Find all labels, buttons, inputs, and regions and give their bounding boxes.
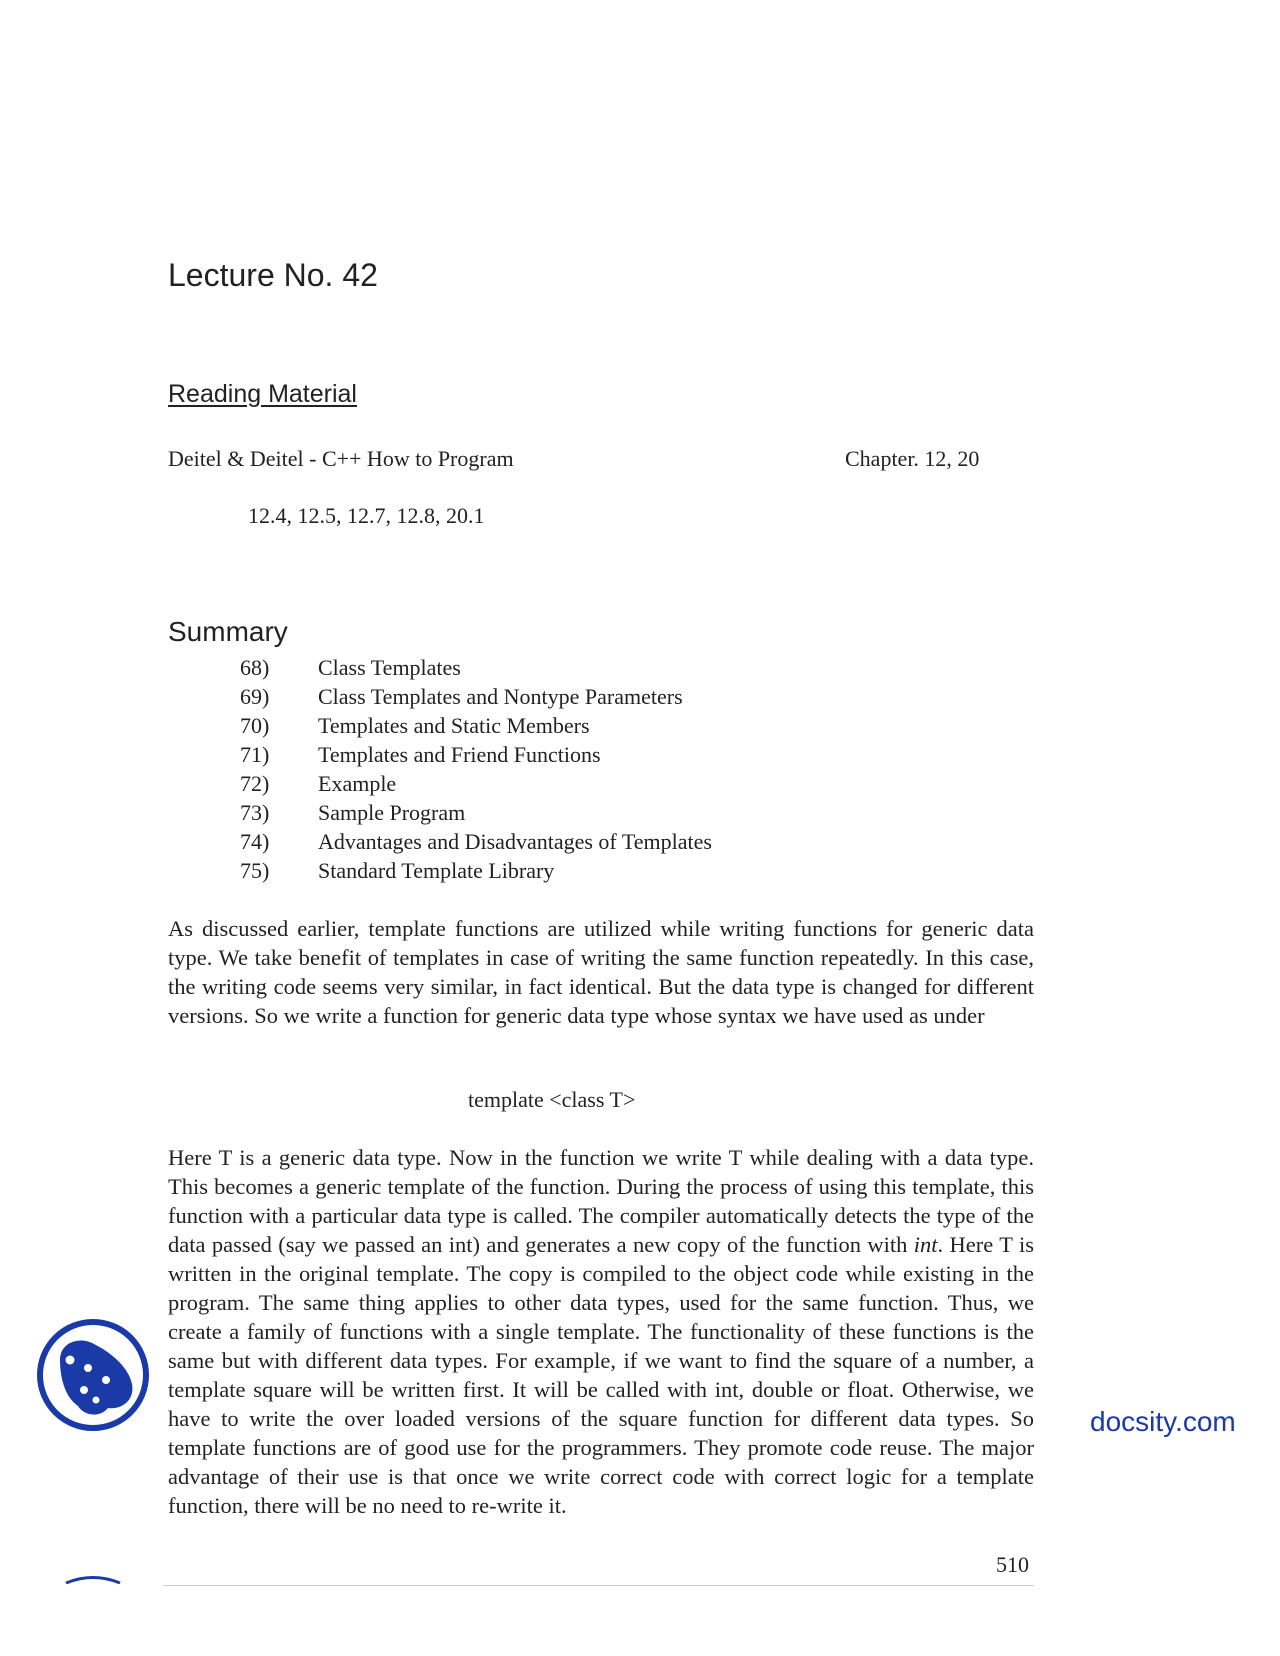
summary-item-label: Example — [318, 771, 397, 796]
intro-paragraph: As discussed earlier, template functions are utilized while writing functions for generic data type. We take benefit of templates in case of writing the same function repeatedly. In this case, the writing code seems very similar, in fact identical. But the data type is changed for different versions. So we write a function for generic data type whose syntax we have used as under — [168, 916, 1034, 1028]
body-paragraph — [168, 1143, 1034, 1520]
summary-item-number: 68) — [240, 655, 270, 680]
summary-item — [240, 769, 712, 798]
summary-item-number: 71) — [240, 742, 270, 767]
summary-item — [240, 740, 712, 769]
docsity-watermark: docsity.com — [1090, 1406, 1236, 1437]
section-list: 12.4, 12.5, 12.7, 12.8, 20.1 — [248, 503, 485, 528]
summary-item — [240, 711, 712, 740]
footer-divider — [163, 1585, 1034, 1586]
summary-item — [240, 827, 712, 856]
paragraph-text: . Here T is written in the original template. The copy is compiled to the object code while existing in the program. The same thing applies to other data types, used for the same function. Thus, we create a family of functions with a single template. The functionality of these functions is the same but with different data types. For example, if we want to find the square of a number, a template square will be written first. It will be called with int, double or float. Otherwise, we have to write the over loaded versions of the square function for different data types. So template functions are of good use for the programmers. They promote code reuse. The major advantage of their use is that once we write correct code with correct logic for a template function, there will be no need to re-write it. — [168, 1232, 1034, 1518]
summary-heading: Summary — [168, 616, 288, 647]
summary-item-number: 72) — [240, 771, 270, 796]
docsity-logo-icon — [36, 1318, 150, 1432]
summary-item-label: Class Templates and Nontype Parameters — [318, 684, 683, 709]
summary-item-number: 73) — [240, 800, 270, 825]
summary-item — [240, 856, 712, 885]
logo-arc-icon — [64, 1574, 122, 1584]
summary-item — [240, 653, 712, 682]
summary-item-label: Standard Template Library — [318, 858, 555, 883]
summary-item-label: Sample Program — [318, 800, 466, 825]
summary-list — [240, 653, 712, 885]
book-reference: Deitel & Deitel - C++ How to Program — [168, 446, 514, 471]
summary-item-label: Templates and Static Members — [318, 713, 590, 738]
paragraph-text: Here T is a generic data type. Now in the function we write T while dealing with a data type. This becomes a generic template of the function. During the process of using this template, this function with a particular data type is called. The compiler automatically detects the type of the data passed (say we passed an int) and generates a new copy of the function with — [168, 1145, 1034, 1257]
paragraph-italic-text: int — [913, 1232, 938, 1257]
summary-item-number: 70) — [240, 713, 270, 738]
summary-item — [240, 798, 712, 827]
summary-item — [240, 682, 712, 711]
template-syntax: template <class T> — [468, 1087, 636, 1112]
summary-item-number: 74) — [240, 829, 270, 854]
summary-item-label: Advantages and Disadvantages of Templates — [318, 829, 712, 854]
lecture-title: Lecture No. 42 — [168, 257, 378, 293]
summary-item-number: 69) — [240, 684, 270, 709]
reading-material-heading: Reading Material — [168, 380, 357, 408]
summary-item-number: 75) — [240, 858, 270, 883]
summary-item-label: Class Templates — [318, 655, 461, 680]
chapter-reference: Chapter. 12, 20 — [845, 446, 980, 471]
summary-item-label: Templates and Friend Functions — [318, 742, 601, 767]
page-number: 510 — [996, 1552, 1029, 1577]
